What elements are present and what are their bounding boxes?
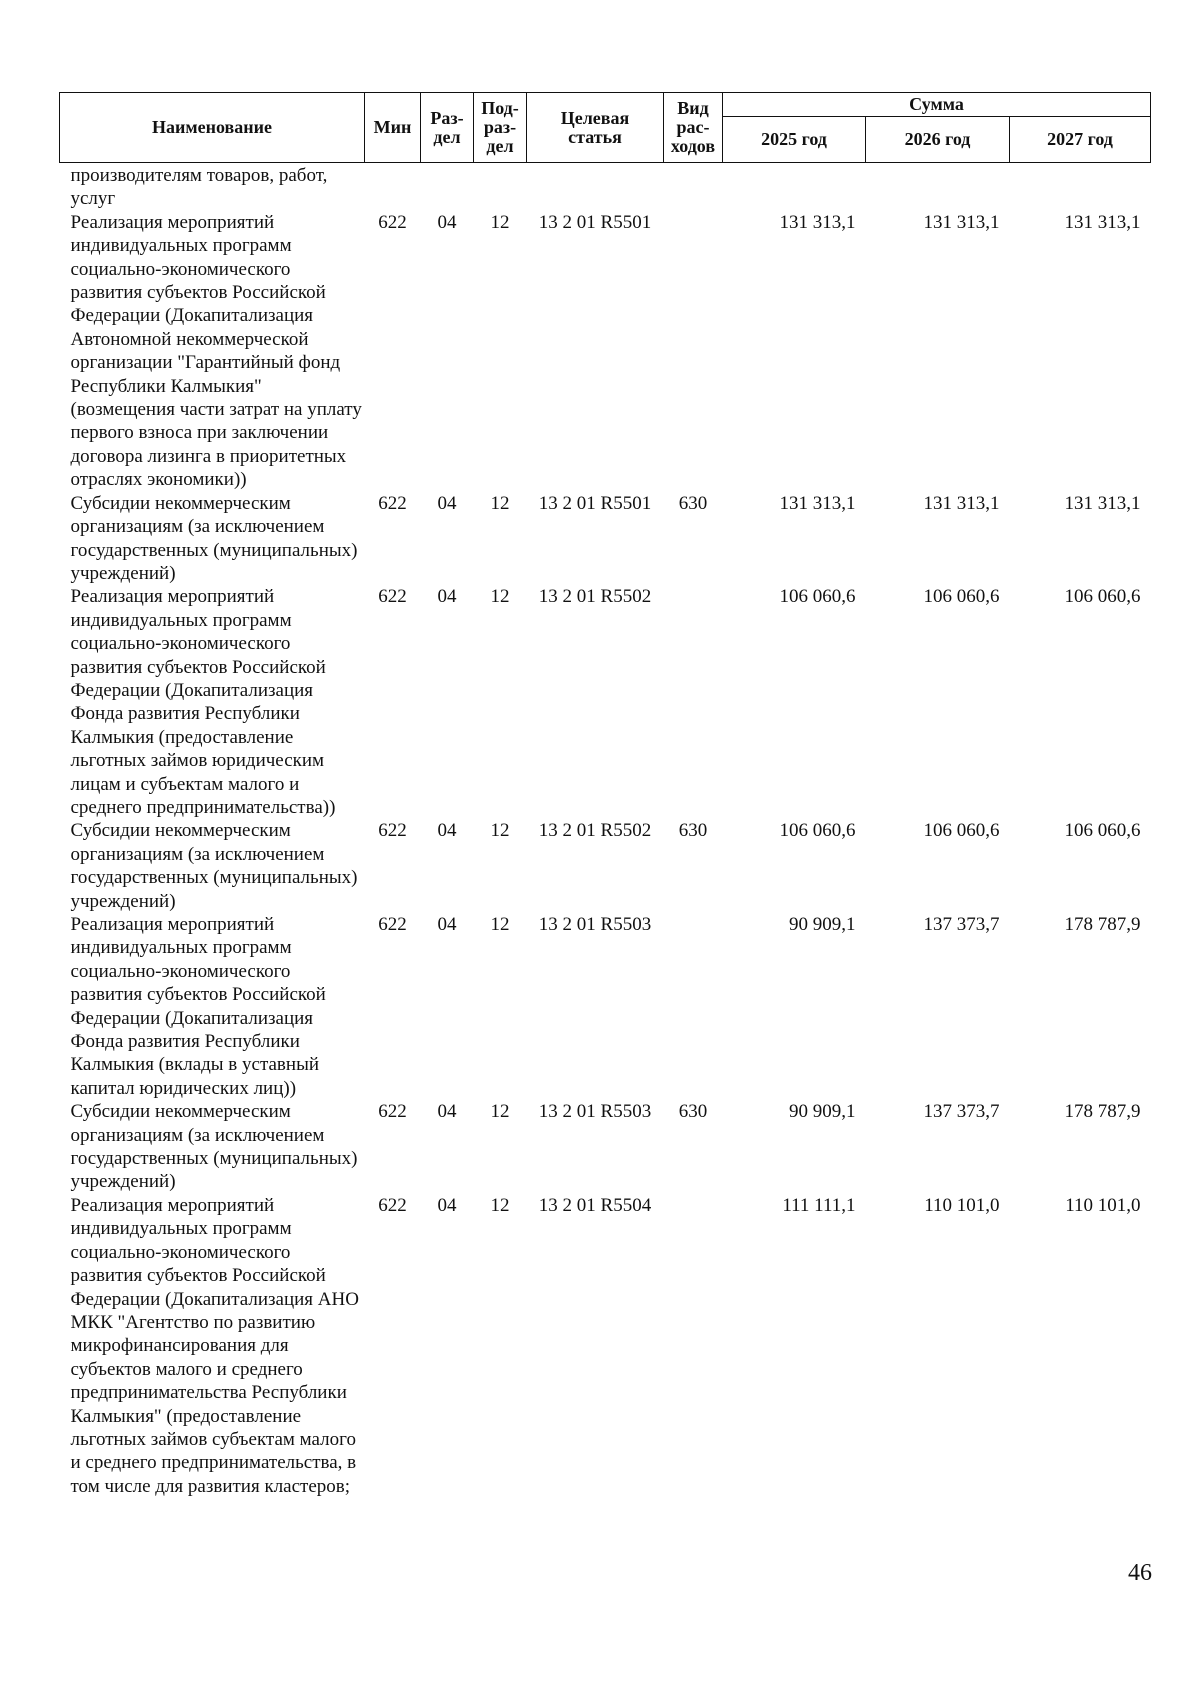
cell-target: 13 2 01 R5504 [538,1194,652,1216]
cell-vid [664,913,723,1100]
cell-podrazdel: 12 [490,820,510,842]
cell-target [527,163,664,211]
header-name: Наименование [60,93,365,163]
table-row [60,492,1151,586]
table-row [60,913,1151,1100]
cell-2026: 131 313,1 [923,492,1000,514]
cell-vid [664,163,723,211]
cell-podrazdel: 12 [490,211,510,233]
cell-2025: 131 313,1 [779,211,856,233]
header-razdel: Раз- дел [421,93,474,163]
cell-podrazdel [474,163,527,211]
cell-target: 13 2 01 R5503 [538,914,652,935]
cell-name: Субсидии некоммерческим организациям (за исключением государственных (муниципальных) учреждений) [70,492,358,584]
budget-table [59,92,1151,1498]
cell-min [365,163,421,211]
cell-razdel: 04 [437,586,457,608]
table-row [60,585,1151,819]
cell-2027: 106 060,6 [1064,820,1141,842]
cell-vid: 630 [678,492,708,514]
cell-razdel: 04 [437,1194,457,1216]
table-row [60,819,1151,913]
cell-vid [664,211,723,492]
cell-name: Реализация мероприятий индивидуальных программ социально-экономического развития субъектов Российской Федерации (Докапитализация Автономной некоммерческой организации "Гарантийный фонд Республики Калмыкия" (возмещения части затрат на уплату первого взноса при заключении договора лизинга в приоритетных отраслях экономики)) [70,211,362,491]
cell-2026: 137 373,7 [923,914,1000,935]
cell-2026: 110 101,0 [924,1194,1000,1216]
cell-podrazdel: 12 [490,492,510,514]
cell-vid: 630 [678,820,708,842]
header-min: Мин [365,93,421,163]
header-podrazdel: Под- раз- дел [474,93,527,163]
cell-razdel [421,163,474,211]
cell-razdel: 04 [437,820,457,842]
cell-2025: 131 313,1 [779,492,856,514]
table-row [60,1194,1151,1498]
cell-min: 622 [378,211,407,233]
header-2027: 2027 год [1010,117,1151,163]
cell-2027 [1010,163,1151,211]
cell-name: Реализация мероприятий индивидуальных программ социально-экономического развития субъектов Российской Федерации (Докапитализация АНО МКК "Агентство по развитию микрофинансирования для субъектов малого и среднего предпринимательства Республики Калмыкия" (предоставление льготных займов субъектам малого и среднего предпринимательства, в том числе для развития кластеров; [70,1194,359,1497]
cell-2027: 106 060,6 [1064,586,1141,608]
cell-razdel: 04 [437,1101,457,1123]
cell-2027: 131 313,1 [1064,492,1141,514]
cell-2027: 110 101,0 [1065,1194,1141,1216]
cell-2026: 106 060,6 [923,586,1000,608]
cell-min: 622 [378,1194,407,1216]
cell-2027: 178 787,9 [1064,914,1141,935]
table-body [60,163,1151,1499]
cell-min: 622 [378,914,407,935]
cell-podrazdel: 12 [490,914,510,935]
header-2025: 2025 год [723,117,866,163]
header-sum: Сумма [723,93,1151,117]
cell-2026: 131 313,1 [923,211,1000,233]
cell-name: Реализация мероприятий индивидуальных программ социально-экономического развития субъектов Российской Федерации (Докапитализация Фонда развития Республики Калмыкия (вклады в уставный капитал юридических лиц)) [70,914,326,1099]
cell-2025: 90 909,1 [789,1101,856,1123]
cell-2026: 106 060,6 [923,820,1000,842]
cell-target: 13 2 01 R5501 [538,211,652,233]
cell-podrazdel: 12 [490,1194,510,1216]
header-vid: Вид рас- ходов [664,93,723,163]
header-target: Целевая статья [527,93,664,163]
cell-2025 [723,163,866,211]
cell-name: производителям товаров, работ, услуг [70,165,328,210]
cell-target: 13 2 01 R5502 [538,820,652,842]
cell-podrazdel: 12 [490,1101,510,1123]
cell-min: 622 [378,1101,407,1123]
cell-min: 622 [378,492,407,514]
cell-target: 13 2 01 R5501 [538,492,652,514]
cell-podrazdel: 12 [490,586,510,608]
cell-target: 13 2 01 R5503 [538,1101,652,1123]
cell-2027: 178 787,9 [1064,1101,1141,1123]
page-number: 46 [1128,1560,1152,1586]
cell-razdel: 04 [437,492,457,514]
cell-vid: 630 [678,1101,708,1123]
cell-vid [664,585,723,819]
cell-target: 13 2 01 R5502 [538,586,652,608]
table-row [60,163,1151,211]
cell-2027: 131 313,1 [1064,211,1141,233]
table-row [60,1100,1151,1194]
cell-2026: 137 373,7 [923,1101,1000,1123]
cell-2025: 106 060,6 [779,820,856,842]
cell-2025: 90 909,1 [789,914,856,935]
cell-razdel: 04 [437,211,457,233]
cell-min: 622 [378,820,407,842]
cell-vid [664,1194,723,1498]
cell-name: Реализация мероприятий индивидуальных программ социально-экономического развития субъектов Российской Федерации (Докапитализация Фонда развития Республики Калмыкия (предоставление льготных займов юридическим лицам и субъектам малого и среднего предпринимательства)) [70,586,336,818]
cell-2026 [866,163,1010,211]
cell-2025: 106 060,6 [779,586,856,608]
cell-name: Субсидии некоммерческим организациям (за исключением государственных (муниципальных) учреждений) [70,1101,358,1193]
cell-2025: 111 111,1 [782,1194,856,1216]
cell-name: Субсидии некоммерческим организациям (за исключением государственных (муниципальных) учреждений) [70,820,358,912]
cell-min: 622 [378,586,407,608]
cell-razdel: 04 [437,914,457,935]
table-row [60,211,1151,492]
header-2026: 2026 год [866,117,1010,163]
